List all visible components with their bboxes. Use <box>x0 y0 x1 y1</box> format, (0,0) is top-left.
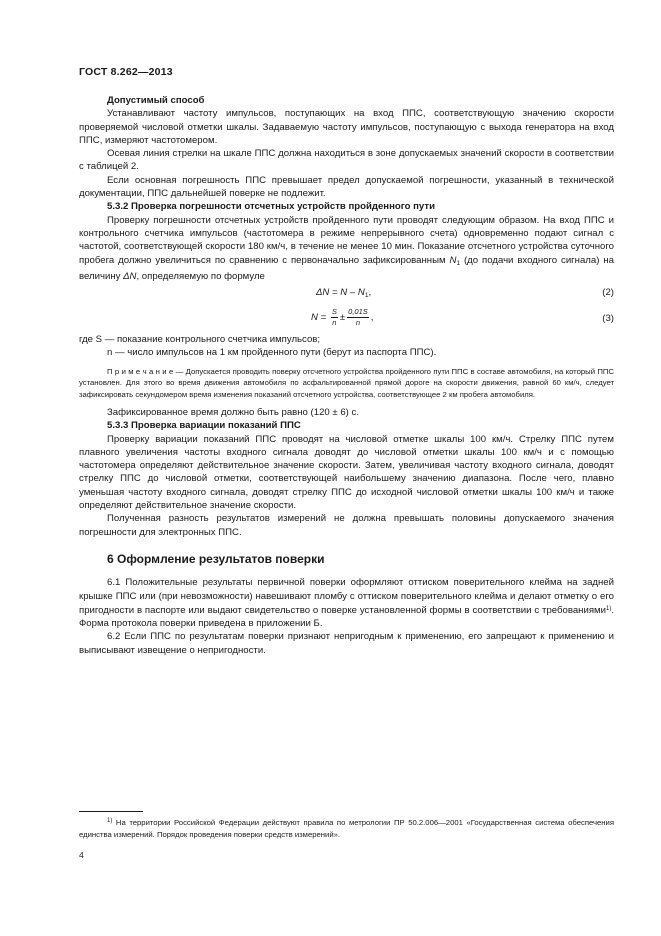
equation-lhs: ΔN = N – N <box>316 287 365 299</box>
paragraph <box>79 214 614 283</box>
page-number: 4 <box>79 850 84 860</box>
equation-tail: , <box>368 287 372 299</box>
equation-number: (2) <box>602 287 614 299</box>
section-heading-5-3-2: 5.3.2 Проверка погрешности отсчетных устройств пройденного пути <box>107 201 435 213</box>
fraction <box>331 307 338 328</box>
paragraph: Полученная разность результатов измерений не должна превышать половины допускаемого значения погрешности для электронных ППС. <box>79 513 614 538</box>
footnote <box>79 815 614 841</box>
equation-number: (3) <box>602 313 614 325</box>
paragraph: Зафиксированное время должно быть равно (120 ± 6) с. <box>107 406 360 418</box>
footnote-mark: 1) <box>107 818 113 824</box>
denominator: n <box>332 318 337 328</box>
equation-expression <box>311 307 373 328</box>
paragraph: Проверку вариации показаний ППС проводят на числовой отметке шкалы 100 км/ч. Стрелку ППС путем плавного увеличения частоты входного сигнала доводят до числовой отметки шкалы 100 км/ч и с помощью частотомера определяют действительное значение скорости. Затем, увеличивая частоту входного сигнала, доводят стрелку ППС до числовой отметки, соответствующей наибольшему значению диапазона. После чего, плавно уменьшая частоту входного сигнала, доводят стрелку ППС до исходной числовой отметки шкалы 100 км/ч и также определяют действительное значение скорости. <box>79 433 614 512</box>
where-clause-n: n — число импульсов на 1 км пройденного пути (берут из паспорта ППС). <box>107 347 437 359</box>
variable-n: N <box>449 254 457 266</box>
subscript: 1 <box>456 259 461 267</box>
equation-expression <box>316 286 371 302</box>
paragraph <box>79 576 614 630</box>
section-title-6: 6 Оформление результатов поверки <box>107 551 325 566</box>
footnote-divider <box>79 811 143 812</box>
denominator: n <box>355 318 361 328</box>
paragraph: Осевая линия стрелки на шкале ППС должна находиться в зоне допускаемых значений скорости в соответствии с таблицей 2. <box>79 148 614 173</box>
paragraph: Устанавливают частоту импульсов, поступающих на вход ППС, соответствующую значению скорости проверяемой числовой отметки шкалы. Задаваемую частоту импульсов, поступающую с выхода генератора на вход ППС, измеряют частотомером. <box>79 108 614 146</box>
fraction <box>347 307 369 328</box>
paragraph: 6.2 Если ППС по результатам поверки признают непригодным к применению, его запрещают к применению и выписывают извещение о непригодности. <box>79 631 614 656</box>
paragraph: Если основная погрешность ППС превышает предел допускаемой погрешности, указанный в технической документации, ППС дальнейшей поверке не подлежит. <box>79 174 614 200</box>
equation-2 <box>79 283 614 303</box>
numerator: 0,01S <box>348 307 368 317</box>
plus-minus: ± <box>339 312 346 324</box>
document-body <box>79 94 614 657</box>
text-run: , определяемую по формуле <box>136 270 265 282</box>
allowed-method-heading: Допустимый способ <box>107 95 205 106</box>
document-header: ГОСТ 8.262—2013 <box>79 66 173 78</box>
section-heading-5-3-3: 5.3.3 Проверка вариации показаний ППС <box>107 420 301 432</box>
footnote-text: На территории Российской Федерации действуют правила по метрологии ПР 50.2.006—2001 «Государственная система обеспечения единства измерений. Порядок проведения поверки средств измерений». <box>79 818 614 839</box>
equation-lhs: N = <box>311 312 329 324</box>
subscript: 1 <box>364 292 369 300</box>
note <box>79 366 614 400</box>
text-run: . Форма протокола поверки приведена в приложении Б. <box>79 604 614 630</box>
where-clause-s: где S — показание контрольного счетчика импульсов; <box>79 334 321 346</box>
footnote-ref[interactable]: 1) <box>605 605 612 612</box>
numerator: S <box>331 307 337 317</box>
text-run: (до подачи входного сигнала) на величину <box>79 254 614 282</box>
equation-tail: , <box>370 312 374 324</box>
note-text: — Допускается проводить поверку отсчетного устройства пройденного пути ППС в составе автомобиля, на который ППС установлен. Для этого во время движения автомобиля по асфальтированной прямой дороге на скорости движения, равной 60 км/ч, следует зафиксировать секундомером время изменения показаний отсчетного устройства, соответствующее 2 км пробега автомобиля. <box>79 366 614 399</box>
text-run: Проверку погрешности отсчетных устройств пройденного пути проводят следующим образом. На вход ППС и контрольного счетчика импульсов (частотомера в режиме непрерывного счета) одновременно подают сигнал с частотой, соответствующей скорости 180 км/ч, в течение не менее 10 мин. Показание отсчетного устройства суточного пробега должно увеличиться по сравнению с первоначально зафиксированным <box>79 214 614 266</box>
note-label: П р и м е ч а н и е <box>107 366 174 376</box>
variable-delta-n: ΔN <box>123 270 137 282</box>
text-run: 6.1 Положительные результаты первичной поверки оформляют оттиском поверительного клейма на задней крышке ППС или (при невозможности) навешивают пломбу с оттиском поверительного клейма и делают отметку о его пригодности в паспорте или выдают свидетельство о поверке установленной формы в соответствии с требованиями <box>79 577 614 616</box>
equation-3 <box>79 303 614 333</box>
